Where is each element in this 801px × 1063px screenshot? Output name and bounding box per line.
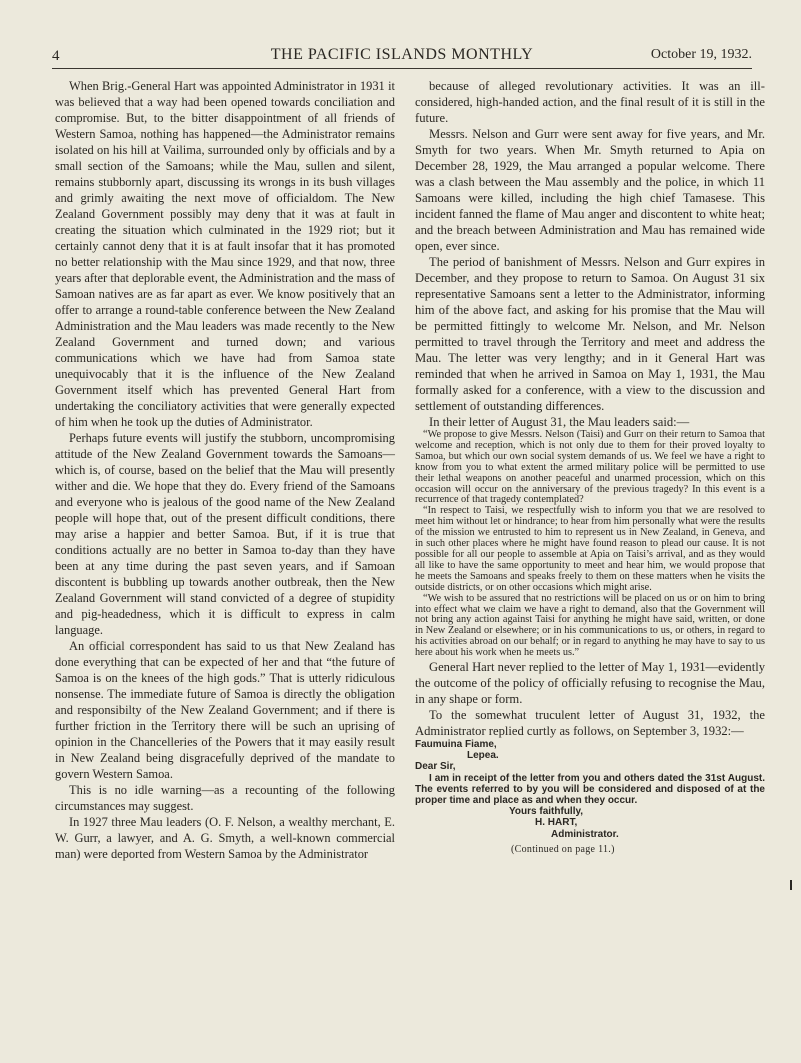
letter-salutation: Dear Sir, (415, 761, 456, 773)
letter-place: Lepea. (467, 750, 499, 762)
publication-title: THE PACIFIC ISLANDS MONTHLY (270, 46, 534, 63)
administrator-letter (415, 739, 765, 840)
letter-body: I am in receipt of the letter from you and others dated the 31st August. The events referred to by you will be considered and disposed of at the proper time and place as and when they occur. (415, 772, 765, 807)
letter-addressee: Faumuina Fiame, (415, 739, 497, 751)
quoted-paragraph: “We wish to be assured that no restrictions will be placed on us or on him to bring into effect what we claim we have a right to demand, also that the Government will not bring any action against Taisi for anything he might have said, written, or done in New Zealand or elsewhere; or in his communications to us, or others, in regard to his activities abroad on our behalf; or in regard to anything he may have to say to us here about his work when he meets us.” (415, 592, 765, 659)
paragraph: When Brig.-General Hart was appointed Administrator in 1931 it was believed that a way had been opened towards conciliation and compromise. But, to the bitter disappointment of all friends of Western Samoa, nothing has happened—the Administrator remains isolated on his hill at Vailima, surrounded only by officials and by a small section of the Samoans; while the Mau, sullen and silent, remains stubbornly apart, discussing its wrongs in its bush villages and grimly awaiting the next move of officialdom. The New Zealand Government possibly may deny that it was at fault in creating the situation which culminated in the 1929 riot; but it certainly cannot deny that it is at fault insofar that it has promoted no better relationship with the Mau since 1929, and that now, three years after that deplorable event, the Administration and the mass of Samoan natives are as far apart as ever. We know positively that an offer to arrange a round-table conference between the New Zealand Administration and the Mau leaders was made recently to the New Zealand Government and turned down; and various communications which we have had from Samoa state unequivocably that it is the influence of the New Zealand Government itself which has prevented General Hart from undertaking the conciliatory activities that were generally expected of him when he took up the duties of Administrator. (55, 79, 395, 429)
paragraph: An official correspondent has said to us that New Zealand has done everything that can be expected of her and that “the future of Samoa is on the knees of the high gods.” That is utterly ridiculous nonsense. The immediate future of Samoa is directly the obligation and responsibilty of the New Zealand Government; and if there is further friction in the Territory there will be such an uprising of opinion in the Chancelleries of the Powers that it may easily result in New Zealand being disgracefully deprived of the mandate to govern Western Samoa. (55, 639, 395, 781)
paragraph: General Hart never replied to the letter of May 1, 1931—evidently the outcome of the policy of officially refusing to recognise the Mau, in any shape or form. (415, 660, 765, 707)
quoted-paragraph: “We propose to give Messrs. Nelson (Taisi) and Gurr on their return to Samoa that welcome and reception, which is not only due to them for their proved loyalty to Samoa, but which our own social system demands of us. We feel we have a right to know from you to what extent the armed military police will be permitted to use their lethal weapons on another peaceful and unarmed procession, which on this occasion will occur on the anniversary of the previous tragedy? In this event is a recurrence of that tragedy contemplated? (415, 429, 765, 506)
left-column (55, 78, 395, 862)
letter-signatory-title: Administrator. (551, 828, 619, 840)
paragraph: In their letter of August 31, the Mau leaders said:— (429, 415, 690, 429)
quoted-paragraph: “In respect to Taisi, we respectfully wish to inform you that we are resolved to meet him without let or hindrance; to hear from him personally what were the results of the mission we entrusted to him to represent us in New Zealand, in Geneva, and in such other places where he might have found reason to plead our cause. It is not possible for all our people to assemble at Apia on Taisi’s arrival, and as they would all like to have the same opportunity to meet and hear him, we would propose that he meets the Samoans and speaks freely to them on these matters when he visits the outside districts, or on other occasions which might arise. (415, 505, 765, 593)
paragraph: To the somewhat truculent letter of August 31, 1932, the Administrator replied curtly as follows, on September 3, 1932:— (415, 708, 765, 739)
issue-date: October 19, 1932. (650, 47, 752, 62)
paragraph: This is no idle warning—as a recounting of the following circumstances may suggest. (55, 783, 395, 813)
paragraph: In 1927 three Mau leaders (O. F. Nelson, a wealthy merchant, E. W. Gurr, a lawyer, and A. G. Smyth, a well-known commercial man) were deported from Western Samoa by the Administrator (55, 815, 395, 861)
letter-signature: H. HART, (535, 817, 578, 829)
right-column (415, 78, 765, 855)
page-number: 4 (52, 48, 60, 64)
continued-notice: (Continued on page 11.) (511, 843, 615, 855)
paragraph: The period of banishment of Messrs. Nelson and Gurr expires in December, and they propose to return to Samoa. On August 31 six representative Samoans sent a letter to the Administrator, informing him of the above fact, and asking for his promise that the Mau will be permitted fittingly to welcome Mr. Nelson, and Mr. Nelson permitted to travel through the Territory and meet and address the Mau. The letter was very lengthy; and in it General Hart was reminded that when he arrived in Samoa on May 1, 1931, the Mau formally asked for a conference, with a view to the discussion and settlement of outstanding differences. (415, 255, 765, 413)
letter-closing: Yours faithfully, (509, 806, 584, 818)
margin-mark (790, 880, 792, 890)
paragraph: Messrs. Nelson and Gurr were sent away for five years, and Mr. Smyth for two years. When Mr. Smyth returned to Apia on December 28, 1929, the Mau arranged a popular welcome. There was a clash between the Mau assembly and the police, in which 11 Samoans were killed, including the high chief Tamasese. This incident fanned the flame of Mau anger and discontent to white heat; and the breach between Administration and Mau has remained wide open, ever since. (415, 127, 765, 253)
page-header (52, 44, 752, 69)
paragraph: because of alleged revolutionary activities. It was an ill-considered, high-handed action, and the final result of it is still in the future. (415, 79, 765, 125)
paragraph: Perhaps future events will justify the stubborn, uncompromising attitude of the New Zealand Government towards the Samoans—which is, of course, based on the belief that the Mau will presently wither and die. We hope that they do. Every friend of the Samoans and everyone who is jealous of the good name of the New Zealand people will hope that, out of the present difficult conditions, there may arise a happier and better Samoa. But, if it is true that conditions actually are no better in Samoa to-day than they have been at any time during the past seven years, and if Samoan discontent is bubbling up towards another outbreak, then the New Zealand Government will stand convicted of a degree of stupidity and pig-headedness, which it is difficult to express in calm language. (55, 431, 395, 637)
